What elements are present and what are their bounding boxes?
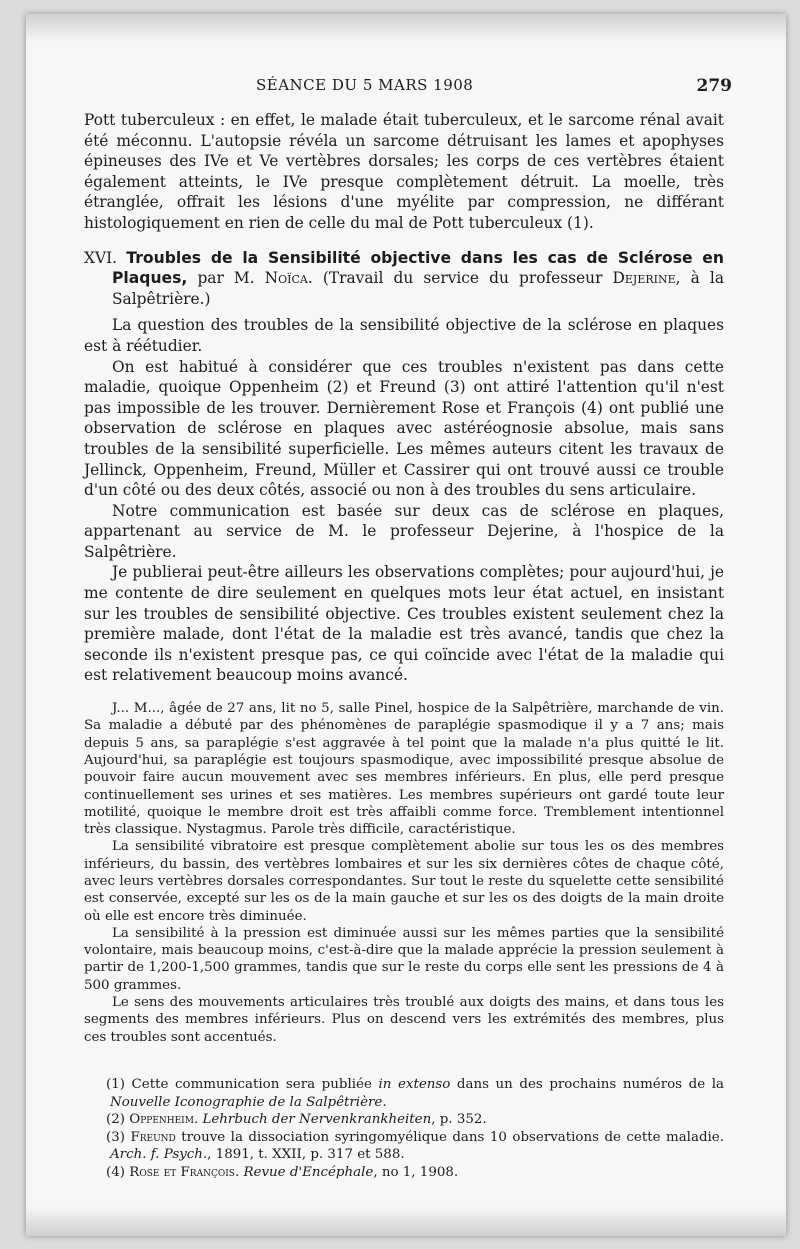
footnote-4-sep: . [234,1164,244,1180]
footnote-3-journal: Arch. f. Psych. [110,1147,208,1163]
section-title: Troubles de la Sensibilité objective dans les cas de Sclérose en Plaques, [112,248,724,288]
page-header [26,76,786,100]
section-number: XVI. [84,248,118,267]
footnote-4-number: (4) [106,1164,130,1180]
page-body [84,110,724,1182]
paragraph-pott-tuberculeux: Pott tuberculeux : en effet, le malade était tuberculeux, et le sarcome rénal avait été méconnu. L'autopsie révéla un sarcome détruisant les lames et apophyses épineuses des IVe et Ve vertèbres dorsales; les corps de ces vertèbres étaient également atteints, le IVe presque complètement détruit. La moelle, très étranglée, offrait les lésions d'une myélite par compression, ne différant histologiquement en rien de celle du mal de Pott tuberculeux (1). [84,111,724,232]
footnotes [84,1076,724,1182]
footnote-2-rest: , p. 352. [431,1112,487,1128]
footnote-1-emphasis: in extenso [378,1076,451,1092]
footnote-2-number: (2) [106,1112,130,1128]
running-head: SÉANCE DU 5 MARS 1908 [256,76,474,94]
footnote-1-text-2: dans un des prochains numéros de la [450,1076,724,1092]
footnote-1-title: Nouvelle Iconographie de la Salpêtrière. [110,1094,387,1110]
case-paragraph-1: J... M..., âgée de 27 ans, lit no 5, salle Pinel, hospice de la Salpêtrière, marchande de vin. Sa maladie a débuté par des phénomènes de paraplégie spasmodique il y a 7 ans; mais depuis 5 ans, sa paraplégie s'est aggravée à tel point que la malade n'a plus quitté le lit. Aujourd'hui, sa paraplégie est toujours spasmodique, avec impossibilité presque absolue de pouvoir faire aucun mouvement avec ses membres inférieurs. En plus, elle perd presque continuellement ses urines et ses matières. Les membres supérieurs ont gardé toute leur motilité, quoique le membre droit est très affaibli comme force. Tremblement intentionnel très classique. Nystagmus. Parole très difficile, caractéristique. [84,701,724,838]
paragraph-question: La question des troubles de la sensibilité objective de la sclérose en plaques est à réétudier. [84,316,724,355]
section-by: par M. [187,269,265,288]
page-number: 279 [696,76,732,96]
footnote-3 [84,1129,724,1164]
section-rest-1: . (Travail du service du professeur [307,269,613,288]
footnote-2-title: Lehrbuch der Nervenkrankheiten [202,1112,432,1128]
case-paragraph-2: La sensibilité vibratoire est presque complètement abolie sur tous les os des membres inférieurs, du bassin, des vertèbres lombaires et sur les six dernières côtes de chaque côté, avec leurs vertèbres dorsales correspondantes. Sur tout le reste du squelette cette sensibilité est conservée, excepté sur les os de la main gauche et sur les os des doigts de la main droite où elle est encore très diminuée. [84,839,724,924]
footnote-1-text: (1) Cette communication sera publiée [106,1076,379,1092]
footnote-3-text: trouve la dissociation syringomyélique dans 10 observations de cette maladie. [175,1129,724,1145]
footnote-1 [84,1076,724,1111]
paragraph-communication: Notre communication est basée sur deux cas de sclérose en plaques, appartenant au service de M. le professeur Dejerine, à l'hospice de la Salpêtrière. [84,501,724,561]
footnote-2-sep: . [193,1112,203,1128]
scan-shadow-bottom [26,1206,786,1236]
case-paragraph-4: Le sens des mouvements articulaires très troublé aux doigts des mains, et dans tous les segments des membres inférieurs. Plus on descend vers les extrémités des membres, plus ces troubles sont accentués. [84,995,724,1045]
paragraph-habitue: On est habitué à considérer que ces troubles n'existent pas dans cette maladie, quoique Oppenheim (2) et Freund (3) ont attiré l'attention qu'il n'est pas impossible de les trouver. Dernièrement Rose et François (4) ont publié une observation de sclérose en plaques avec astéréognosie absolue, mais sans troubles de la sensibilité superficielle. Les mêmes auteurs citent les travaux de Jellinck, Oppenheim, Freund, Müller et Cassirer qui ont trouvé aussi ce trouble d'un côté ou des deux côtés, associé ou non à des troubles du sens articulaire. [84,357,724,500]
footnote-4-author: Rose et François [129,1164,235,1180]
footnote-3-rest: , 1891, t. XXII, p. 317 et 588. [207,1147,405,1163]
scan-shadow-top [26,14,786,42]
section-author: Noïca [264,269,308,288]
footnote-4 [84,1164,724,1182]
footnote-2-author: Oppenheim [129,1112,194,1128]
scanned-page [26,14,786,1236]
paragraph-publierai: Je publierai peut-être ailleurs les observations complètes; pour aujourd'hui, je me contente de dire seulement en quelques mots leur état actuel, en insistant sur les troubles de sensibilité objective. Ces troubles existent seulement chez la première malade, dont l'état de la maladie est très avancé, tandis que chez la seconde ils n'existent presque pas, ce qui coïncide avec l'état de la maladie qui est relativement beaucoup moins avancé. [84,563,724,685]
section-rest-2: , à la Salpêtrière.) [112,269,724,308]
footnote-2 [84,1111,724,1129]
section-heading [84,248,724,310]
footnote-3-author: Freund [130,1129,176,1145]
footnote-4-rest: , no 1, 1908. [373,1164,459,1180]
footnote-3-number: (3) [106,1129,131,1145]
footnote-4-journal: Revue d'Encéphale [243,1164,374,1180]
case-paragraph-3: La sensibilité à la pression est diminuée aussi sur les mêmes parties que la sensibilité volontaire, mais beaucoup moins, c'est-à-dire que la malade apprécie la pression seulement à partir de 1,200-1,500 grammes, tandis que sur le reste du corps elle sent les pressions de 4 à 500 grammes. [84,925,724,993]
section-professor: Dejerine [612,269,676,288]
